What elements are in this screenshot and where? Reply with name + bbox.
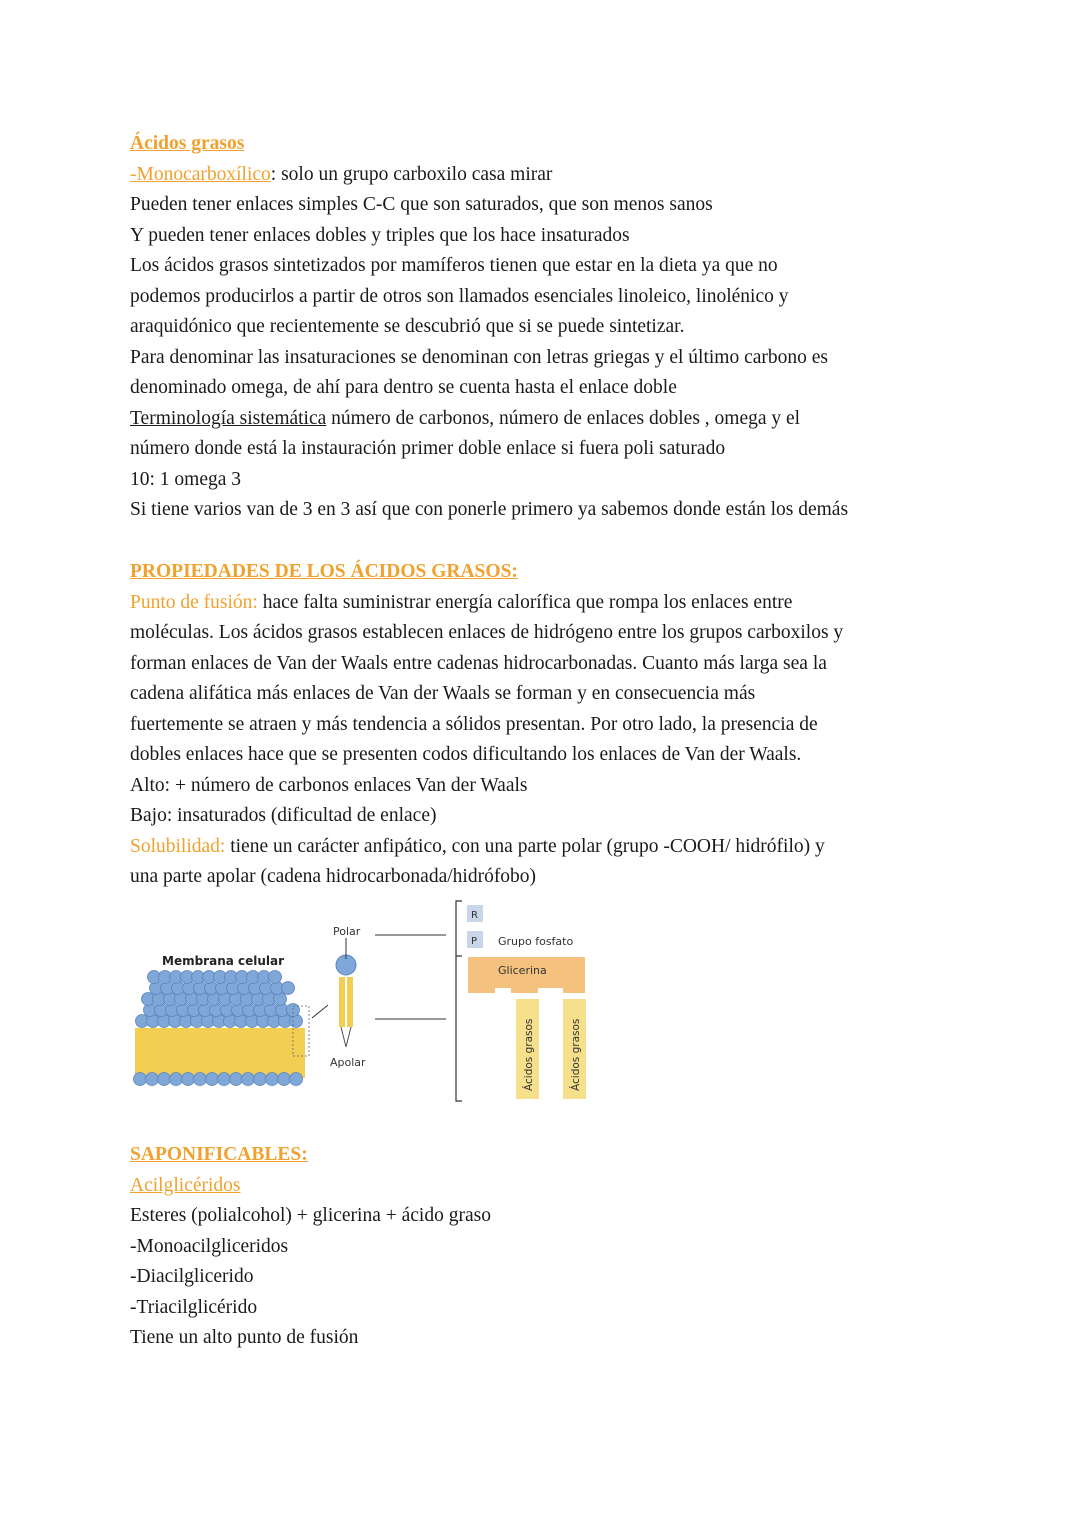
paragraph-line: podemos producirlos a partir de otros son llamados esenciales linoleico, linolénico y [130,285,789,307]
paragraph-line: número donde está la instauración primer doble enlace si fuera poli saturado [130,438,726,459]
membrane-illustration [134,954,310,1086]
paragraph-line: moléculas. Los ácidos grasos establecen enlaces de hidrógeno entre los grupos carboxilos y [130,622,844,643]
membrane-diagram [130,893,590,1105]
paragraph-line: fuertemente se atraen y más tendencia a sólidos presentan. Por otro lado, la presencia de [130,713,818,735]
paragraph-line: Los ácidos grasos sintetizados por mamíferos tienen que estar en la dieta ya que no [130,255,778,276]
paragraph-line [130,832,843,863]
term-label: Punto de fusión: [130,591,258,613]
term-label: Terminología sistemática [130,407,327,429]
paragraph-line [130,404,848,435]
section-title: SAPONIFICABLES: [130,1144,308,1165]
acidos-grasos-label: Ácidos grasos [523,1018,535,1091]
term-label: Solubilidad: [130,835,226,857]
grupo-fosfato-label: Grupo fosfato [498,935,574,948]
section-title: Ácidos grasos [130,133,245,154]
lipid-head [282,982,295,995]
paragraph-line: -Triacilglicérido [130,1296,258,1318]
line-text: tiene un carácter anfipático, con una parte polar (grupo -COOH/ hidrófilo) y [225,835,825,857]
r-label: R [471,910,478,921]
paragraph-line [130,588,843,619]
paragraph-line: Esteres (polialcohol) + glicerina + ácido graso [130,1205,491,1226]
glicerina-label: Glicerina [498,964,547,977]
paragraph-line: una parte apolar (cadena hidrocarbonada/hidrófobo) [130,866,537,887]
lipid-head [242,1073,255,1086]
lipid-head [158,1073,171,1086]
lipid-head [146,1073,159,1086]
phospholipid-molecule [330,925,366,1069]
line-text: hace falta suministrar energía calorífica que rompa los enlaces entre [257,591,793,613]
lipid-head [194,1073,207,1086]
polar-label: Polar [333,925,361,938]
lipid-head [170,1073,183,1086]
arrows [375,935,446,1019]
paragraph-line: Si tiene varios van de 3 en 3 así que con ponerle primero ya sabemos donde están los demás [130,499,849,520]
lipid-head [266,1073,279,1086]
acidos-grasos-label: Ácidos grasos [570,1018,582,1091]
paragraph-line: Alto: + número de carbonos enlaces Van der Waals [130,774,528,796]
lipid-head [182,1073,195,1086]
paragraph-line: Pueden tener enlaces simples C-C que son saturados, que son menos sanos [130,194,713,215]
lipid-head [218,1073,231,1086]
paragraph-line: Y pueden tener enlaces dobles y triples que los hace insaturados [130,224,630,246]
term-label: -Monocarboxílico [130,163,271,185]
paragraph-line: Tiene un alto punto de fusión [130,1327,359,1348]
paragraph-line: Para denominar las insaturaciones se denominan con letras griegas y el último carbono es [130,346,828,368]
paragraph-line: forman enlaces de Van der Waals entre cadenas hidrocarbonadas. Cuanto más larga sea la [130,652,827,674]
lipid-head [278,1073,291,1086]
lipid-head [254,1073,267,1086]
section-title: PROPIEDADES DE LOS ÁCIDOS GRASOS: [130,561,518,582]
section-propiedades [130,557,843,893]
paragraph-line: -Monoacilgliceridos [130,1235,289,1257]
p-label: P [471,936,478,947]
lipid-head [230,1073,243,1086]
paragraph-line: 10: 1 omega 3 [130,468,242,490]
lipid-head [269,971,282,984]
section-acidos-grasos [130,129,848,526]
lipid-head [134,1073,147,1086]
apolar-label: Apolar [330,1056,366,1069]
line-text: : solo un grupo carboxilo casa mirar [270,163,553,185]
paragraph-line: denominado omega, de ahí para dentro se cuenta hasta el enlace doble [130,377,677,398]
paragraph-line: dobles enlaces hace que se presenten codos dificultando los enlaces de Van der Waals. [130,744,802,765]
paragraph-line: araquidónico que recientemente se descubrió que si se puede sintetizar. [130,316,685,337]
section-saponificables [130,1140,491,1354]
line-text: número de carbonos, número de enlaces dobles , omega y el [326,407,801,429]
lipid-head [206,1073,219,1086]
subsection-title: Acilglicéridos [130,1174,241,1196]
paragraph-line: cadena alifática más enlaces de Van der Waals se forman y en consecuencia más [130,683,756,704]
lipid-head [290,1073,303,1086]
paragraph-line [130,160,848,191]
paragraph-line: Bajo: insaturados (dificultad de enlace) [130,805,437,826]
paragraph-line: -Diacilglicerido [130,1266,254,1287]
membrane-label: Membrana celular [162,954,285,968]
bracket [456,901,462,1101]
